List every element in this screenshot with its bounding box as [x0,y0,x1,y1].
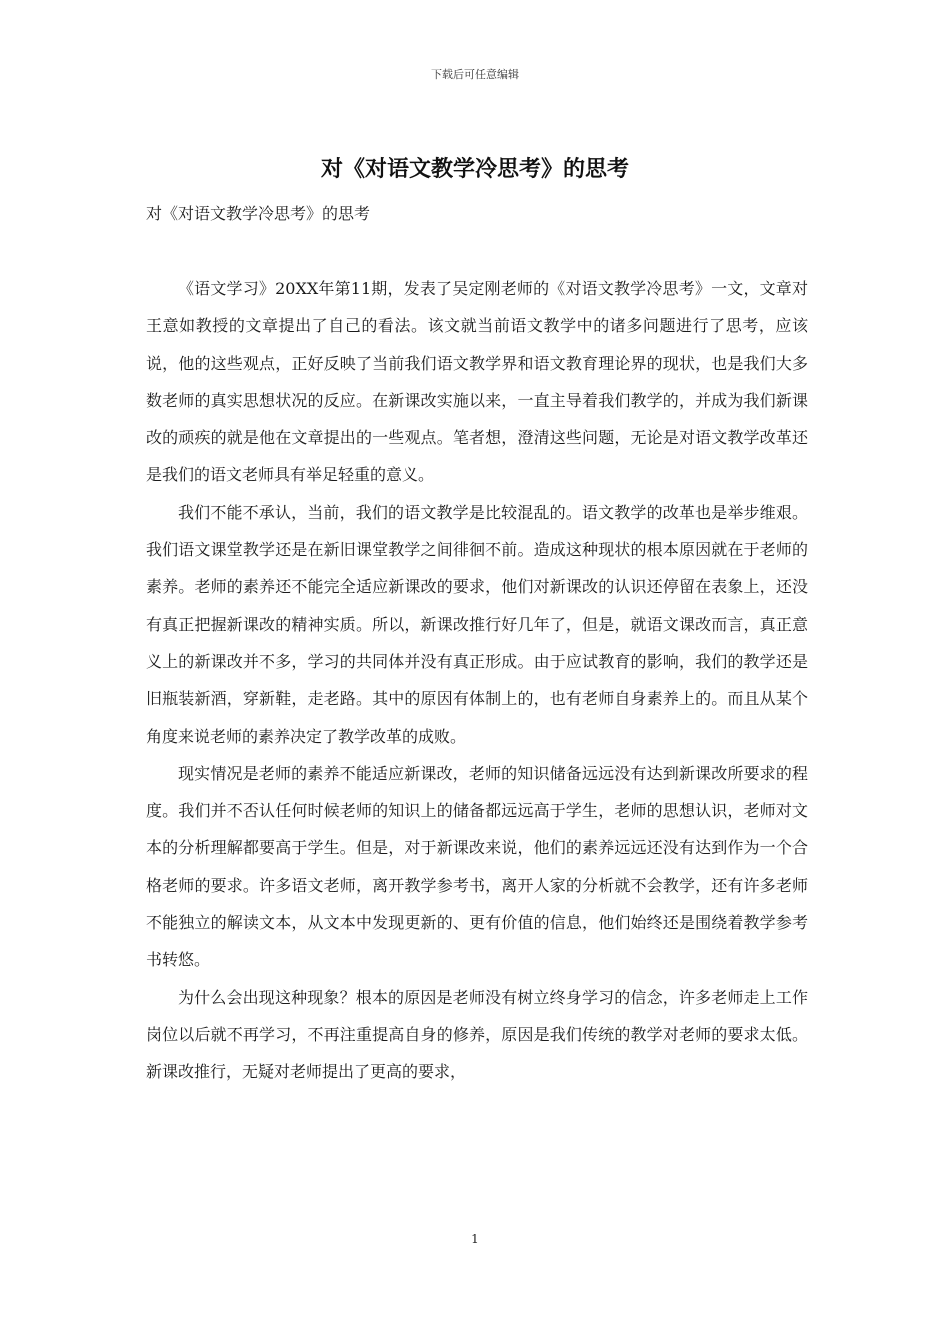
document-subtitle: 对《对语文教学冷思考》的思考 [146,204,371,223]
body-paragraph: 我们不能不承认，当前，我们的语文教学是比较混乱的。语文教学的改革也是举步维艰。我们语文课堂教学还是在新旧课堂教学之间徘徊不前。造成这种现状的根本原因就在于老师的素养。老师的素养还不能完全适应新课改的要求，他们对新课改的认识还停留在表象上，还没有真正把握新课改的精神实质。所以，新课改推行好几年了，但是，就语文课改而言，真正意义上的新课改并不多，学习的共同体并没有真正形成。由于应试教育的影响，我们的教学还是旧瓶装新酒，穿新鞋，走老路。其中的原因有体制上的，也有老师自身素养上的。而且从某个角度来说老师的素养决定了教学改革的成败。 [146,502,808,746]
body-paragraph: 《语文学习》20XX年第11期，发表了吴定刚老师的《对语文教学冷思考》一文，文章对王意如教授的文章提出了自己的看法。该文就当前语文教学中的诸多问题进行了思考，应该说，他的这些观点，正好反映了当前我们语文教学界和语文教育理论界的现状，也是我们大多数老师的真实思想状况的反应。在新课改实施以来，一直主导着我们教学的，并成为我们新课改的顽疾的就是他在文章提出的一些观点。笔者想，澄清这些问题，无论是对语文教学改革还是我们的语文老师具有举足轻重的意义。 [146,279,808,485]
page-header-note: 下载后可任意编辑 [431,68,519,81]
body-paragraph: 为什么会出现这种现象？根本的原因是老师没有树立终身学习的信念，许多老师走上工作岗位以后就不再学习，不再注重提高自身的修养，原因是我们传统的教学对老师的要求太低。新课改推行，无疑对老师提出了更高的要求， [146,987,808,1082]
document-title: 对《对语文教学冷思考》的思考 [320,156,629,182]
document-body [146,270,808,1091]
page-number: 1 [471,1232,479,1246]
body-paragraph: 现实情况是老师的素养不能适应新课改，老师的知识储备远远没有达到新课改所要求的程度。我们并不否认任何时候老师的知识上的储备都远远高于学生，老师的思想认识，老师对文本的分析理解都要高于学生。但是，对于新课改来说，他们的素养远远还没有达到作为一个合格老师的要求。许多语文老师，离开教学参考书，离开人家的分析就不会教学，还有许多老师不能独立的解读文本，从文本中发现更新的、更有价值的信息，他们始终还是围绕着教学参考书转悠。 [146,763,808,970]
